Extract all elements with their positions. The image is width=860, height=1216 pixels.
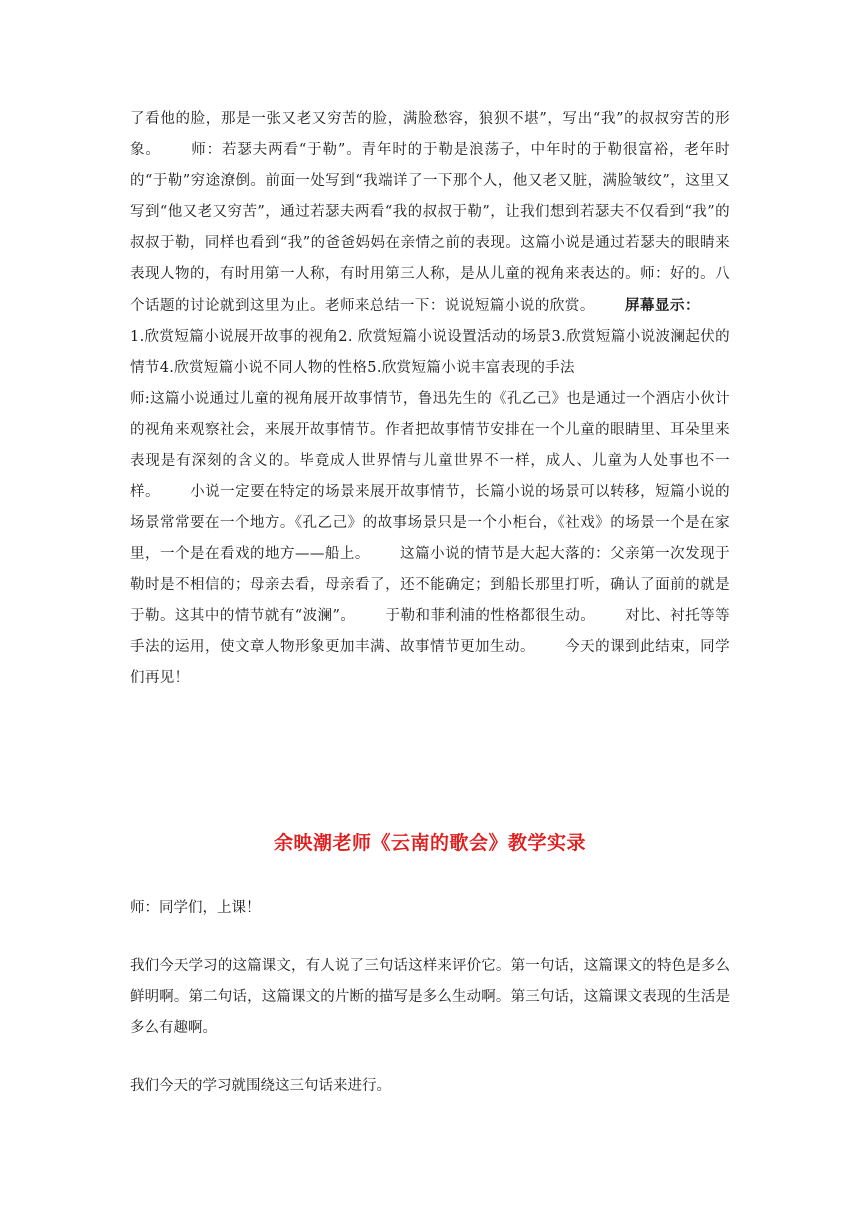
text-span: 于勒和菲利浦的性格都很生动。	[385, 608, 596, 624]
text-span: 今天的课到此结束，同学们再见！	[130, 639, 730, 686]
text-span: 这篇小说的情节是大起大落的：父亲第一次发现于勒时是不相信的；母亲去看，母亲看了，还不能确定；到船长那里打听，确认了面前的就是于勒。这其中的情节就有“波澜”。	[130, 546, 730, 624]
screen-display-label: 屏幕显示：	[624, 297, 700, 314]
text-span: 小说一定要在特定的场景来展开故事情节，长篇小说的场景可以转移，短篇小说的场景常常要在一个地方。《孔乙己》的故事场景只是一个小柜台，《社戏》的场景一个是在家里，一个是在看戏的地方——船上。	[130, 484, 730, 562]
paragraph-greeting: 师：同学们，上课！	[130, 900, 261, 916]
text-span: 了看他的脸，那是一张又老又穷苦的脸，满脸愁容，狼狈不堪”，写出“我”的叔叔穷苦的形象。	[130, 111, 730, 158]
paragraph-1	[130, 104, 730, 384]
document-body-part2	[130, 893, 730, 1129]
paragraph-2	[130, 384, 730, 694]
document-title: 余映潮老师《云南的歌会》教学实录	[273, 832, 586, 854]
text-span: 师:这篇小说通过儿童的视角展开故事情节，鲁迅先生的《孔乙己》也是通过一个酒店小伙计的视角来观察社会，来展开故事情节。作者把故事情节安排在一个儿童的眼睛里、耳朵里来表现是有深刻的含义的。毕竟成人世界情与儿童世界不一样，成人、儿童为人处事也不一样。	[130, 391, 730, 500]
paragraph-intro: 我们今天学习的这篇课文，有人说了三句话这样来评价它。第一句话，这篇课文的特色是多么鲜明啊。第二句话，这篇课文的片断的描写是多么生动啊。第三句话，这篇课文表现的生活是多么有趣啊。	[130, 958, 730, 1036]
screen-display-items: 1.欣赏短篇小说展开故事的视角2. 欣赏短篇小说设置活动的场景3.欣赏短篇小说波澜起伏的情节4.欣赏短篇小说不同人物的性格5.欣赏短篇小说丰富表现的手法	[130, 329, 730, 376]
text-span: 对比、衬托等等手法的运用，使文章人物形象更加丰满、故事情节更加生动。	[130, 608, 730, 655]
paragraph-plan: 我们今天的学习就围绕这三句话来进行。	[130, 1078, 391, 1094]
text-span: 师：若瑟夫两看“于勒”。青年时的于勒是浪荡子，中年时的于勒很富裕，老年时的“于勒”穷途潦倒。前面一处写到“我端详了一下那个人，他又老又脏，满脸皱纹”，这里又写到“他又老又穷苦”，通过若瑟夫两看“我的叔叔于勒”，让我们想到若瑟夫不仅看到“我”的叔叔于勒，同样也看到“我”的爸爸妈妈在亲情之前的表现。这篇小说是通过若瑟夫的眼睛来表现人物的，有时用第一人称，有时用第三人称，是从儿童的视角来表达的。师：好的。八个话题的讨论就到这里为止。老师来总结一下：说说短篇小说的欣赏。	[130, 142, 730, 314]
document-body-part1	[130, 104, 730, 694]
